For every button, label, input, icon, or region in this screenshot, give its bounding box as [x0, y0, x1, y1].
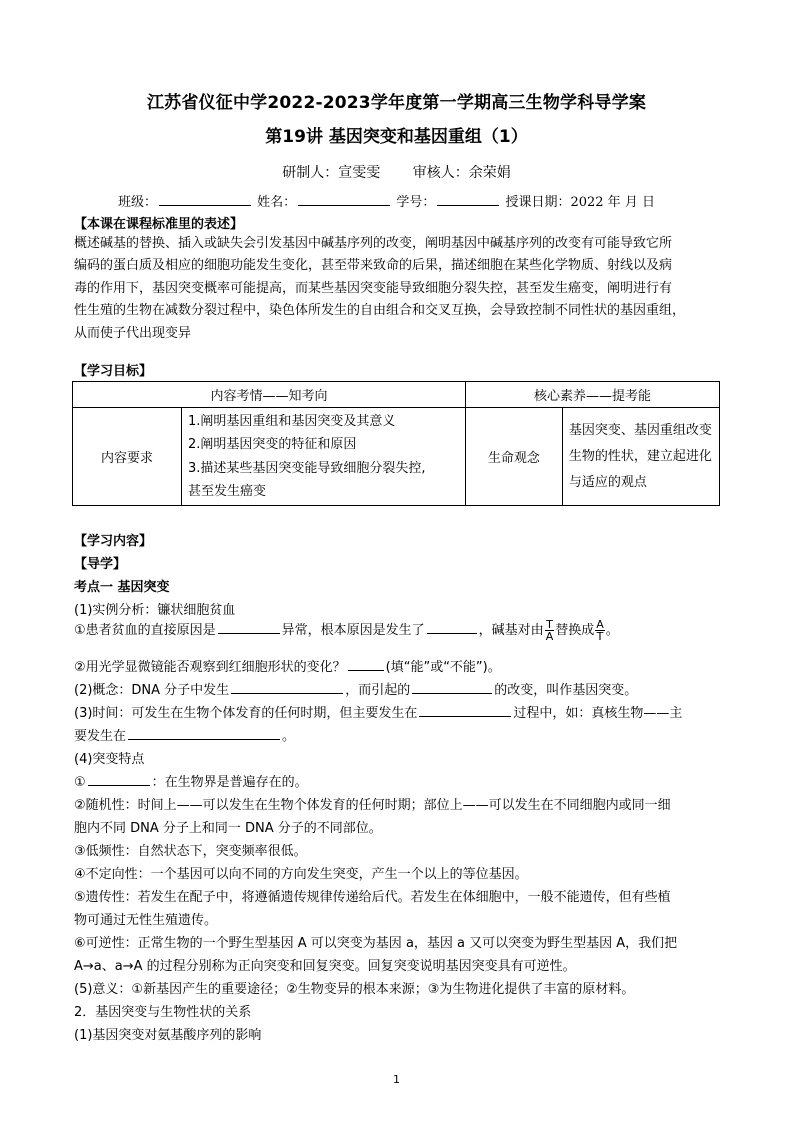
text-segment: 要发生在: [74, 729, 127, 744]
text-segment: ，碱基对由: [478, 623, 544, 638]
answer-blank[interactable]: [231, 692, 343, 694]
content-line: (4)突变特点: [74, 752, 145, 767]
question-line: [74, 725, 295, 744]
core-description: [562, 408, 719, 506]
standard-line: 性生殖的生物在减数分裂过程中，染色体所发生的自由组合和交叉互换，会导致控制不同性状的基因重组，: [74, 303, 686, 319]
goal-item: 3.描述某些基因突变能导致细胞分裂失控,: [188, 460, 426, 476]
fraction-denominator: T: [596, 630, 604, 643]
content-line: (1)基因突变对氨基酸序列的影响: [74, 1028, 262, 1043]
standard-line: 从而使子代出现变异: [74, 325, 192, 341]
text-segment: 的改变，叫作基因突变。: [494, 683, 638, 698]
content-line: (1)实例分析：镰状细胞贫血: [74, 603, 236, 618]
fraction-ta: [545, 619, 555, 642]
fraction-denominator: A: [545, 630, 554, 643]
answer-blank[interactable]: [412, 692, 492, 694]
core-label: 生命观念: [465, 408, 562, 506]
goals-row-label: 内容要求: [73, 408, 182, 506]
text-segment: 替换成: [555, 623, 595, 638]
fraction-numerator: T: [546, 618, 553, 631]
fraction-at: [595, 619, 605, 642]
content-line: 2．基因突变与生物性状的关系: [74, 1005, 252, 1020]
question-line: [74, 619, 619, 642]
answer-blank[interactable]: [419, 715, 511, 717]
content-line: 胞内不同 DNA 分子上和同一 DNA 分子的不同部位。: [74, 821, 382, 836]
author-name: 研制人：宣雯雯: [282, 165, 381, 181]
standard-line: 概述碱基的替换、插入或缺失会引发基因中碱基序列的改变，阐明基因中碱基序列的改变有可能导致它所: [74, 236, 673, 251]
answer-blank[interactable]: [348, 669, 384, 671]
text-segment: ①患者贫血的直接原因是: [74, 623, 216, 638]
goals-heading: 【学习目标】: [74, 364, 153, 379]
standard-line: 编码的蛋白质及相应的细胞功能发生变化，甚至带来致命的后果，描述细胞在某些化学物质、射线以及病: [74, 258, 673, 274]
content-line: ⑤遗传性：若发生在配子中，将遵循遗传规律传递给后代。若发生在体细胞中，一般不能遗传，但有些植: [74, 890, 671, 905]
core-line: 生物的性状，建立起进化: [568, 448, 712, 464]
content-heading: 【学习内容】: [74, 534, 153, 549]
goal-item: 甚至发生癌变: [188, 484, 267, 499]
goals-items: [182, 408, 466, 506]
guide-heading: 【导学】: [74, 557, 127, 572]
answer-blank[interactable]: [128, 738, 280, 740]
reviewer-name: 审核人：余荣娟: [412, 165, 511, 181]
text-segment: ②用光学显微镜能否观察到红细胞形状的变化？: [74, 660, 346, 675]
text-segment: (3)时间：可发生在生物个体发育的任何时期，但主要发生在: [74, 706, 418, 721]
text-segment: 过程中，如：真核生物——主: [513, 706, 683, 721]
answer-blank[interactable]: [218, 632, 280, 634]
page-number: 1: [393, 1073, 400, 1086]
fraction-numerator: A: [596, 618, 604, 631]
document-title: 江苏省仪征中学2022-2023学年度第一学期高三生物学科导学案: [146, 93, 647, 113]
goals-col1-header: 内容考情——知考向: [73, 382, 466, 408]
content-line: A→a、a→A 的过程分别称为正向突变和回复突变。回复突变说明基因突变具有可逆性。: [74, 959, 576, 974]
answer-blank[interactable]: [88, 784, 150, 786]
question-line: [74, 702, 682, 721]
goal-item: 2.阐明基因突变的特征和原因: [188, 437, 357, 452]
name-label: 姓名：: [257, 195, 297, 210]
standard-paragraph: [74, 233, 724, 345]
number-blank[interactable]: [437, 204, 499, 206]
text-segment: ：在生物界是普遍存在的。: [151, 775, 308, 790]
text-segment: 。: [282, 729, 296, 744]
text-segment: ①: [74, 775, 86, 790]
answer-blank[interactable]: [427, 632, 477, 634]
lesson-title: 第19讲 基因突变和基因重组（1）: [265, 127, 528, 147]
question-line: [74, 771, 308, 790]
question-line: [74, 679, 637, 698]
content-line: ④不定向性：一个基因可以向不同的方向发生突变，产生一个以上的等位基因。: [74, 867, 528, 882]
content-line: ②随机性：时间上——可以发生在生物个体发育的任何时期；部位上——可以发生在不同细胞内或同一细: [74, 798, 671, 813]
text-segment: (填“能”或“不能”)。: [385, 660, 501, 675]
text-segment: 异常，根本原因是发生了: [281, 623, 425, 638]
class-blank[interactable]: [159, 204, 251, 206]
question-line: [74, 656, 501, 675]
point1-heading: 考点一 基因突变: [74, 580, 170, 595]
date-label: 授课日期：2022 年 月 日: [505, 195, 655, 210]
goals-col2-header: 核心素养——提考能: [465, 382, 719, 408]
text-segment: ，而引起的: [345, 683, 411, 698]
class-label: 班级：: [118, 195, 158, 210]
content-line: ⑥可逆性：正常生物的一个野生型基因 A 可以突变为基因 a，基因 a 又可以突变为野生型基因 A，我们把: [74, 936, 678, 951]
standard-heading: 【本课在课程标准里的表述】: [74, 217, 244, 232]
content-line: (5)意义：①新基因产生的重要途径；②生物变异的根本来源；③为生物进化提供了丰富的原材料。: [74, 982, 635, 997]
standard-line: 毒的作用下，基因突变概率可能提高，而某些基因突变能导致细胞分裂失控，甚至发生癌变，阐明进行有: [74, 280, 673, 296]
name-blank[interactable]: [298, 204, 390, 206]
goals-table: [72, 381, 720, 506]
student-info-line: [118, 191, 655, 210]
goal-item: 1.阐明基因重组和基因突变及其意义: [188, 413, 396, 429]
text-segment: (2)概念：DNA 分子中发生: [74, 683, 230, 698]
text-segment: 。: [605, 623, 619, 638]
core-line: 与适应的观点: [568, 474, 647, 490]
authors-line: [0, 162, 793, 182]
content-line: ③低频性：自然状态下，突变频率很低。: [74, 844, 307, 859]
content-line: 物可通过无性生殖遗传。: [74, 913, 218, 928]
number-label: 学号：: [396, 195, 436, 210]
core-line: 基因突变、基因重组改变: [568, 422, 712, 438]
